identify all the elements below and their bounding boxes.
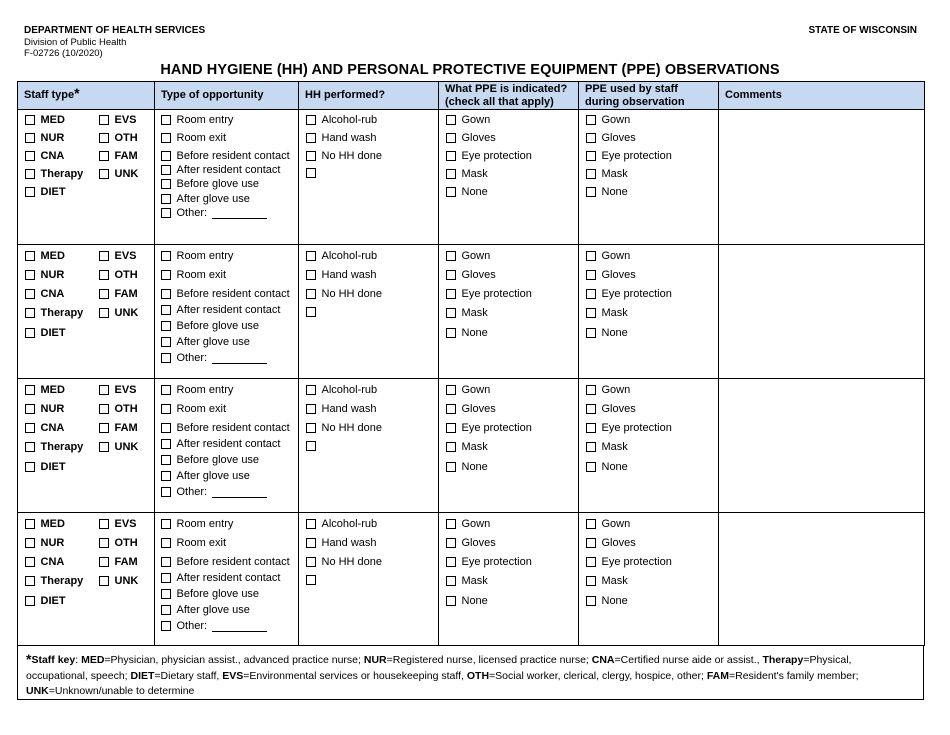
- checkbox-box[interactable]: [586, 519, 596, 529]
- col-ppe-used: PPE used by staff during observation: [579, 82, 719, 110]
- checkbox-box[interactable]: [25, 115, 35, 125]
- opportunity-room-entry-checkbox[interactable]: Room entry: [161, 518, 233, 530]
- checkbox-box[interactable]: [99, 557, 109, 567]
- staff-nur-checkbox[interactable]: NUR: [25, 132, 64, 144]
- checkbox-box[interactable]: [586, 462, 596, 472]
- checkbox-box[interactable]: [25, 596, 35, 606]
- other-text-line[interactable]: [212, 353, 267, 364]
- hh-blank-checkbox[interactable]: [306, 441, 322, 451]
- checkbox-box[interactable]: [306, 519, 316, 529]
- department-name: DEPARTMENT OF HEALTH SERVICES: [24, 25, 206, 36]
- ppe-used-gown-checkbox[interactable]: Gown: [586, 384, 630, 396]
- checkbox-box[interactable]: [161, 337, 171, 347]
- opportunity-after-contact-checkbox[interactable]: After resident contact: [161, 164, 280, 176]
- staff-type-cell: [18, 110, 155, 245]
- opportunity-before-glove-checkbox[interactable]: Before glove use: [161, 178, 259, 190]
- checkbox-box[interactable]: [161, 289, 171, 299]
- checkbox-box[interactable]: [306, 270, 316, 280]
- opportunity-room-exit-checkbox[interactable]: Room exit: [161, 132, 226, 144]
- staff-evs-checkbox[interactable]: EVS: [99, 518, 137, 530]
- checkbox-box[interactable]: [446, 404, 456, 414]
- staff-unk-checkbox[interactable]: UNK: [99, 441, 138, 453]
- ppe-used-mask-checkbox[interactable]: Mask: [586, 307, 628, 319]
- staff-therapy-checkbox[interactable]: Therapy: [25, 307, 83, 319]
- hh-hand-wash-checkbox[interactable]: Hand wash: [306, 132, 377, 144]
- opportunity-before-glove-checkbox[interactable]: Before glove use: [161, 320, 259, 332]
- staff-fam-checkbox[interactable]: FAM: [99, 150, 138, 162]
- checkbox-box[interactable]: [446, 385, 456, 395]
- checkbox-box[interactable]: [161, 455, 171, 465]
- checkbox-box[interactable]: [161, 471, 171, 481]
- checkbox-box[interactable]: [99, 289, 109, 299]
- ppe-used-none-checkbox[interactable]: None: [586, 595, 628, 607]
- staff-diet-checkbox[interactable]: DIET: [25, 186, 66, 198]
- ppe-used-none-checkbox[interactable]: None: [586, 327, 628, 339]
- hh-hand-wash-checkbox[interactable]: Hand wash: [306, 269, 377, 281]
- ppe-used-mask-checkbox[interactable]: Mask: [586, 575, 628, 587]
- checkbox-box[interactable]: [161, 305, 171, 315]
- division-name: Division of Public Health: [24, 36, 127, 48]
- hh-no-hh-checkbox[interactable]: No HH done: [306, 150, 382, 162]
- opportunity-cell: [155, 513, 299, 646]
- checkbox-box[interactable]: [586, 289, 596, 299]
- staff-fam-checkbox[interactable]: FAM: [99, 422, 138, 434]
- staff-evs-checkbox[interactable]: EVS: [99, 250, 137, 262]
- col-ppe-indicated: What PPE is indicated? (check all that apply): [439, 82, 579, 110]
- ppe-indicated-mask-checkbox[interactable]: Mask: [446, 575, 488, 587]
- hh-alcohol-rub-checkbox[interactable]: Alcohol-rub: [306, 114, 377, 126]
- checkbox-box[interactable]: [586, 385, 596, 395]
- staff-therapy-checkbox[interactable]: Therapy: [25, 441, 83, 453]
- staff-oth-checkbox[interactable]: OTH: [99, 132, 138, 144]
- checkbox-box[interactable]: [161, 353, 171, 363]
- opportunity-room-exit-checkbox[interactable]: Room exit: [161, 269, 226, 281]
- staff-key: *Staff key: MED=Physician, physician assist., advanced practice nurse; NUR=Registered nurse, licensed practice nurse; CNA=Certified nurse aide or assist., Therapy=Physical, occupational, speech; DIET=Dietary staff, EVS=Environmental services or housekeeping staff, OTH=Social worker, clerical, clergy, hospice, other; FAM=Resident's family member; UNK=Unknown/unable to determine: [17, 645, 924, 700]
- checkbox-box[interactable]: [306, 557, 316, 567]
- hh-cell: [299, 245, 439, 379]
- ppe-used-gown-checkbox[interactable]: Gown: [586, 250, 630, 262]
- checkbox-box[interactable]: [99, 385, 109, 395]
- ppe-used-gloves-checkbox[interactable]: Gloves: [586, 537, 636, 549]
- opportunity-cell: [155, 245, 299, 379]
- checkbox-box[interactable]: [99, 308, 109, 318]
- checkbox-box[interactable]: [306, 441, 316, 451]
- checkbox-box[interactable]: [306, 289, 316, 299]
- ppe-indicated-cell: [439, 513, 579, 646]
- ppe-indicated-none-checkbox[interactable]: None: [446, 461, 488, 473]
- hh-cell: [299, 379, 439, 513]
- ppe-indicated-gloves-checkbox[interactable]: Gloves: [446, 269, 496, 281]
- checkbox-box[interactable]: [446, 328, 456, 338]
- checkbox-box[interactable]: [161, 385, 171, 395]
- checkbox-box[interactable]: [586, 423, 596, 433]
- comments-cell[interactable]: [719, 110, 925, 245]
- checkbox-box[interactable]: [586, 251, 596, 261]
- checkbox-box[interactable]: [586, 404, 596, 414]
- ppe-used-cell: [579, 110, 719, 245]
- opportunity-room-entry-checkbox[interactable]: Room entry: [161, 384, 233, 396]
- checkbox-box[interactable]: [446, 187, 456, 197]
- col-opportunity: Type of opportunity: [155, 82, 299, 110]
- opportunity-after-glove-checkbox[interactable]: After glove use: [161, 470, 250, 482]
- checkbox-box[interactable]: [25, 404, 35, 414]
- staff-med-checkbox[interactable]: MED: [25, 114, 65, 126]
- checkbox-box[interactable]: [586, 270, 596, 280]
- checkbox-box[interactable]: [446, 169, 456, 179]
- ppe-indicated-none-checkbox[interactable]: None: [446, 595, 488, 607]
- checkbox-box[interactable]: [586, 151, 596, 161]
- checkbox-box[interactable]: [161, 251, 171, 261]
- checkbox-box[interactable]: [306, 404, 316, 414]
- observation-table: [17, 81, 925, 646]
- observation-row: [18, 110, 925, 245]
- observation-row: [18, 513, 925, 646]
- staff-nur-checkbox[interactable]: NUR: [25, 537, 64, 549]
- hh-alcohol-rub-checkbox[interactable]: Alcohol-rub: [306, 384, 377, 396]
- staff-unk-checkbox[interactable]: UNK: [99, 575, 138, 587]
- ppe-used-cell: [579, 245, 719, 379]
- other-text-line[interactable]: [212, 621, 267, 632]
- opportunity-after-glove-checkbox[interactable]: After glove use: [161, 336, 250, 348]
- checkbox-box[interactable]: [99, 270, 109, 280]
- checkbox-box[interactable]: [99, 404, 109, 414]
- checkbox-box[interactable]: [161, 573, 171, 583]
- ppe-used-eye-checkbox[interactable]: Eye protection: [586, 150, 672, 162]
- ppe-indicated-cell: [439, 379, 579, 513]
- checkbox-box[interactable]: [446, 133, 456, 143]
- checkbox-box[interactable]: [25, 328, 35, 338]
- checkbox-box[interactable]: [25, 308, 35, 318]
- checkbox-box[interactable]: [586, 576, 596, 586]
- staff-nur-checkbox[interactable]: NUR: [25, 403, 64, 415]
- hh-cell: [299, 110, 439, 245]
- staff-cna-checkbox[interactable]: CNA: [25, 422, 64, 434]
- checkbox-box[interactable]: [161, 557, 171, 567]
- ppe-used-none-checkbox[interactable]: None: [586, 461, 628, 473]
- checkbox-box[interactable]: [161, 270, 171, 280]
- staff-oth-checkbox[interactable]: OTH: [99, 403, 138, 415]
- checkbox-box[interactable]: [99, 442, 109, 452]
- checkbox-box[interactable]: [25, 385, 35, 395]
- hh-cell: [299, 513, 439, 646]
- checkbox-box[interactable]: [99, 251, 109, 261]
- ppe-indicated-mask-checkbox[interactable]: Mask: [446, 441, 488, 453]
- checkbox-box[interactable]: [586, 538, 596, 548]
- staff-med-checkbox[interactable]: MED: [25, 250, 65, 262]
- staff-cna-checkbox[interactable]: CNA: [25, 288, 64, 300]
- staff-type-cell: [18, 379, 155, 513]
- comments-cell[interactable]: [719, 379, 925, 513]
- form-number: F-02726 (10/2020): [24, 48, 103, 59]
- checkbox-box[interactable]: [25, 169, 35, 179]
- opportunity-after-glove-checkbox[interactable]: After glove use: [161, 604, 250, 616]
- staff-cna-checkbox[interactable]: CNA: [25, 556, 64, 568]
- checkbox-box[interactable]: [446, 442, 456, 452]
- staff-nur-checkbox[interactable]: NUR: [25, 269, 64, 281]
- ppe-indicated-eye-checkbox[interactable]: Eye protection: [446, 150, 532, 162]
- hh-no-hh-checkbox[interactable]: No HH done: [306, 288, 382, 300]
- checkbox-box[interactable]: [586, 169, 596, 179]
- checkbox-box[interactable]: [306, 538, 316, 548]
- ppe-indicated-cell: [439, 245, 579, 379]
- staff-unk-checkbox[interactable]: UNK: [99, 168, 138, 180]
- opportunity-room-exit-checkbox[interactable]: Room exit: [161, 403, 226, 415]
- ppe-indicated-mask-checkbox[interactable]: Mask: [446, 307, 488, 319]
- ppe-indicated-cell: [439, 110, 579, 245]
- ppe-indicated-eye-checkbox[interactable]: Eye protection: [446, 422, 532, 434]
- checkbox-box[interactable]: [99, 151, 109, 161]
- checkbox-box[interactable]: [161, 179, 171, 189]
- observation-row: [18, 245, 925, 379]
- other-text-line[interactable]: [212, 487, 267, 498]
- checkbox-box[interactable]: [306, 251, 316, 261]
- checkbox-box[interactable]: [161, 538, 171, 548]
- staff-therapy-checkbox[interactable]: Therapy: [25, 168, 83, 180]
- checkbox-box[interactable]: [446, 308, 456, 318]
- ppe-indicated-none-checkbox[interactable]: None: [446, 186, 488, 198]
- table-header-row: [18, 82, 925, 110]
- ppe-used-eye-checkbox[interactable]: Eye protection: [586, 422, 672, 434]
- ppe-indicated-gown-checkbox[interactable]: Gown: [446, 114, 490, 126]
- checkbox-box[interactable]: [25, 423, 35, 433]
- checkbox-box[interactable]: [586, 115, 596, 125]
- staff-fam-checkbox[interactable]: FAM: [99, 288, 138, 300]
- checkbox-box[interactable]: [161, 321, 171, 331]
- comments-cell[interactable]: [719, 245, 925, 379]
- checkbox-box[interactable]: [306, 151, 316, 161]
- ppe-used-gloves-checkbox[interactable]: Gloves: [586, 403, 636, 415]
- checkbox-box[interactable]: [99, 538, 109, 548]
- ppe-indicated-gloves-checkbox[interactable]: Gloves: [446, 537, 496, 549]
- checkbox-box[interactable]: [446, 115, 456, 125]
- checkbox-box[interactable]: [446, 251, 456, 261]
- ppe-indicated-eye-checkbox[interactable]: Eye protection: [446, 288, 532, 300]
- checkbox-box[interactable]: [446, 270, 456, 280]
- checkbox-box[interactable]: [446, 151, 456, 161]
- hh-blank-checkbox[interactable]: [306, 307, 322, 317]
- opportunity-before-contact-checkbox[interactable]: Before resident contact: [161, 422, 290, 434]
- checkbox-box[interactable]: [99, 133, 109, 143]
- ppe-indicated-mask-checkbox[interactable]: Mask: [446, 168, 488, 180]
- checkbox-box[interactable]: [306, 385, 316, 395]
- checkbox-box[interactable]: [306, 575, 316, 585]
- staff-diet-checkbox[interactable]: DIET: [25, 327, 66, 339]
- checkbox-box[interactable]: [99, 423, 109, 433]
- checkbox-box[interactable]: [99, 169, 109, 179]
- ppe-used-mask-checkbox[interactable]: Mask: [586, 441, 628, 453]
- hh-blank-checkbox[interactable]: [306, 575, 322, 585]
- opportunity-cell: [155, 110, 299, 245]
- ppe-indicated-eye-checkbox[interactable]: Eye protection: [446, 556, 532, 568]
- hh-hand-wash-checkbox[interactable]: Hand wash: [306, 537, 377, 549]
- hh-no-hh-checkbox[interactable]: No HH done: [306, 422, 382, 434]
- checkbox-box[interactable]: [446, 519, 456, 529]
- state-name: STATE OF WISCONSIN: [808, 25, 917, 36]
- ppe-used-mask-checkbox[interactable]: Mask: [586, 168, 628, 180]
- staff-oth-checkbox[interactable]: OTH: [99, 269, 138, 281]
- checkbox-box[interactable]: [586, 596, 596, 606]
- checkbox-box[interactable]: [161, 208, 171, 218]
- ppe-indicated-gloves-checkbox[interactable]: Gloves: [446, 403, 496, 415]
- opportunity-before-glove-checkbox[interactable]: Before glove use: [161, 454, 259, 466]
- hh-alcohol-rub-checkbox[interactable]: Alcohol-rub: [306, 250, 377, 262]
- staff-diet-checkbox[interactable]: DIET: [25, 461, 66, 473]
- staff-med-checkbox[interactable]: MED: [25, 384, 65, 396]
- hh-alcohol-rub-checkbox[interactable]: Alcohol-rub: [306, 518, 377, 530]
- hh-blank-checkbox[interactable]: [306, 168, 322, 178]
- opportunity-after-glove-checkbox[interactable]: After glove use: [161, 193, 250, 205]
- staff-oth-checkbox[interactable]: OTH: [99, 537, 138, 549]
- checkbox-box[interactable]: [446, 596, 456, 606]
- opportunity-before-contact-checkbox[interactable]: Before resident contact: [161, 556, 290, 568]
- ppe-indicated-gown-checkbox[interactable]: Gown: [446, 250, 490, 262]
- checkbox-box[interactable]: [25, 151, 35, 161]
- checkbox-box[interactable]: [25, 576, 35, 586]
- checkbox-box[interactable]: [161, 519, 171, 529]
- ppe-indicated-gown-checkbox[interactable]: Gown: [446, 518, 490, 530]
- checkbox-box[interactable]: [25, 557, 35, 567]
- staff-evs-checkbox[interactable]: EVS: [99, 114, 137, 126]
- opportunity-cell: [155, 379, 299, 513]
- staff-type-cell: [18, 513, 155, 646]
- checkbox-box[interactable]: [306, 115, 316, 125]
- ppe-indicated-none-checkbox[interactable]: None: [446, 327, 488, 339]
- checkbox-box[interactable]: [161, 423, 171, 433]
- opportunity-after-contact-checkbox[interactable]: After resident contact: [161, 438, 280, 450]
- opportunity-before-contact-checkbox[interactable]: Before resident contact: [161, 150, 290, 162]
- opportunity-other-checkbox[interactable]: Other:: [161, 486, 267, 498]
- staff-unk-checkbox[interactable]: UNK: [99, 307, 138, 319]
- checkbox-box[interactable]: [446, 557, 456, 567]
- opportunity-before-glove-checkbox[interactable]: Before glove use: [161, 588, 259, 600]
- form-title: HAND HYGIENE (HH) AND PERSONAL PROTECTIVE EQUIPMENT (PPE) OBSERVATIONS: [160, 62, 780, 78]
- checkbox-box[interactable]: [25, 270, 35, 280]
- opportunity-after-contact-checkbox[interactable]: After resident contact: [161, 572, 280, 584]
- checkbox-box[interactable]: [446, 538, 456, 548]
- other-text-line[interactable]: [212, 208, 267, 219]
- checkbox-box[interactable]: [446, 289, 456, 299]
- opportunity-other-checkbox[interactable]: Other:: [161, 620, 267, 632]
- checkbox-box[interactable]: [161, 165, 171, 175]
- checkbox-box[interactable]: [446, 423, 456, 433]
- ppe-used-gloves-checkbox[interactable]: Gloves: [586, 132, 636, 144]
- checkbox-box[interactable]: [446, 576, 456, 586]
- checkbox-box[interactable]: [25, 133, 35, 143]
- checkbox-box[interactable]: [306, 168, 316, 178]
- checkbox-box[interactable]: [25, 289, 35, 299]
- checkbox-box[interactable]: [25, 462, 35, 472]
- checkbox-box[interactable]: [99, 115, 109, 125]
- checkbox-box[interactable]: [25, 538, 35, 548]
- checkbox-box[interactable]: [586, 328, 596, 338]
- staff-key-label: Staff key: [31, 654, 76, 666]
- checkbox-box[interactable]: [161, 439, 171, 449]
- ppe-indicated-gown-checkbox[interactable]: Gown: [446, 384, 490, 396]
- observation-row: [18, 379, 925, 513]
- checkbox-box[interactable]: [25, 519, 35, 529]
- opportunity-other-checkbox[interactable]: Other:: [161, 207, 267, 219]
- col-hh-performed: HH performed?: [299, 82, 439, 110]
- checkbox-box[interactable]: [161, 404, 171, 414]
- checkbox-box[interactable]: [99, 519, 109, 529]
- checkbox-box[interactable]: [586, 187, 596, 197]
- col-comments: Comments: [719, 82, 925, 110]
- ppe-used-none-checkbox[interactable]: None: [586, 186, 628, 198]
- checkbox-box[interactable]: [306, 133, 316, 143]
- ppe-used-gloves-checkbox[interactable]: Gloves: [586, 269, 636, 281]
- ppe-used-eye-checkbox[interactable]: Eye protection: [586, 556, 672, 568]
- checkbox-box[interactable]: [161, 151, 171, 161]
- checkbox-box[interactable]: [25, 187, 35, 197]
- ppe-used-cell: [579, 379, 719, 513]
- ppe-used-cell: [579, 513, 719, 646]
- checkbox-box[interactable]: [586, 308, 596, 318]
- opportunity-room-entry-checkbox[interactable]: Room entry: [161, 114, 233, 126]
- staff-evs-checkbox[interactable]: EVS: [99, 384, 137, 396]
- checkbox-box[interactable]: [586, 133, 596, 143]
- checkbox-box[interactable]: [586, 442, 596, 452]
- opportunity-room-exit-checkbox[interactable]: Room exit: [161, 537, 226, 549]
- ppe-used-gown-checkbox[interactable]: Gown: [586, 114, 630, 126]
- staff-med-checkbox[interactable]: MED: [25, 518, 65, 530]
- checkbox-box[interactable]: [446, 462, 456, 472]
- checkbox-box[interactable]: [161, 133, 171, 143]
- form-header: [24, 25, 205, 60]
- checkbox-box[interactable]: [161, 194, 171, 204]
- staff-fam-checkbox[interactable]: FAM: [99, 556, 138, 568]
- checkbox-box[interactable]: [161, 621, 171, 631]
- hh-no-hh-checkbox[interactable]: No HH done: [306, 556, 382, 568]
- checkbox-box[interactable]: [25, 251, 35, 261]
- opportunity-before-contact-checkbox[interactable]: Before resident contact: [161, 288, 290, 300]
- checkbox-box[interactable]: [99, 576, 109, 586]
- checkbox-box[interactable]: [306, 307, 316, 317]
- ppe-indicated-gloves-checkbox[interactable]: Gloves: [446, 132, 496, 144]
- ppe-used-gown-checkbox[interactable]: Gown: [586, 518, 630, 530]
- checkbox-box[interactable]: [306, 423, 316, 433]
- staff-cna-checkbox[interactable]: CNA: [25, 150, 64, 162]
- checkbox-box[interactable]: [586, 557, 596, 567]
- checkbox-box[interactable]: [161, 589, 171, 599]
- staff-therapy-checkbox[interactable]: Therapy: [25, 575, 83, 587]
- col-staff-type: Staff type*: [18, 82, 155, 110]
- checkbox-box[interactable]: [161, 605, 171, 615]
- staff-type-cell: [18, 245, 155, 379]
- ppe-used-eye-checkbox[interactable]: Eye protection: [586, 288, 672, 300]
- staff-diet-checkbox[interactable]: DIET: [25, 595, 66, 607]
- hh-hand-wash-checkbox[interactable]: Hand wash: [306, 403, 377, 415]
- checkbox-box[interactable]: [161, 487, 171, 497]
- opportunity-after-contact-checkbox[interactable]: After resident contact: [161, 304, 280, 316]
- checkbox-box[interactable]: [161, 115, 171, 125]
- opportunity-room-entry-checkbox[interactable]: Room entry: [161, 250, 233, 262]
- checkbox-box[interactable]: [25, 442, 35, 452]
- comments-cell[interactable]: [719, 513, 925, 646]
- opportunity-other-checkbox[interactable]: Other:: [161, 352, 267, 364]
